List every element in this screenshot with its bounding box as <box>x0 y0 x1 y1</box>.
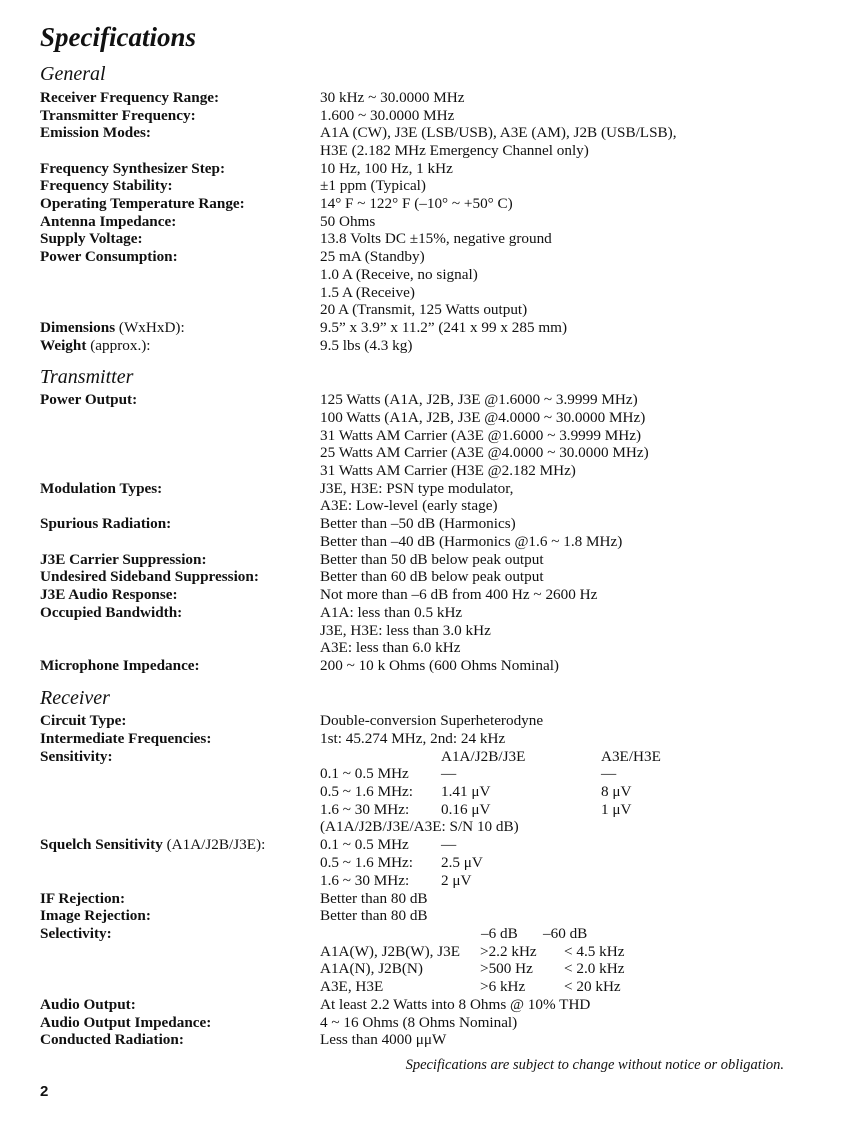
spec-value: 25 Watts AM Carrier (A3E @4.0000 ~ 30.0000 MHz) <box>320 444 649 461</box>
page-title: Specifications <box>40 22 196 52</box>
spec-label: Emission Modes: <box>40 124 151 141</box>
spec-value: Better than 60 dB below peak output <box>320 568 544 585</box>
spec-value: 100 Watts (A1A, J2B, J3E @4.0000 ~ 30.0000 MHz) <box>320 409 646 426</box>
spec-value: A1A: less than 0.5 kHz <box>320 604 463 621</box>
spec-value: ±1 ppm (Typical) <box>320 177 426 194</box>
spec-value: 31 Watts AM Carrier (H3E @2.182 MHz) <box>320 462 576 479</box>
spec-value: 1.600 ~ 30.0000 MHz <box>320 107 455 124</box>
section-heading-receiver: Receiver <box>40 687 110 709</box>
spec-label <box>40 337 151 355</box>
squelch-range: 1.6 ~ 30 MHz: <box>320 872 410 889</box>
spec-label: Audio Output: <box>40 996 136 1013</box>
spec-label-qualifier: (A1A/J2B/J3E): <box>162 836 266 853</box>
spec-label: Power Output: <box>40 391 138 408</box>
sensitivity-value: 0.16 μV <box>441 801 491 818</box>
selectivity-value: >2.2 kHz <box>480 943 537 960</box>
sensitivity-range: 0.1 ~ 0.5 MHz <box>320 765 409 782</box>
spec-value: 50 Ohms <box>320 213 376 230</box>
sensitivity-header: A3E/H3E <box>601 748 661 765</box>
spec-value: Better than –40 dB (Harmonics @1.6 ~ 1.8 MHz) <box>320 533 623 550</box>
spec-label: Receiver Frequency Range: <box>40 89 220 106</box>
spec-label: Microphone Impedance: <box>40 657 200 674</box>
spec-value: J3E, H3E: less than 3.0 kHz <box>320 622 491 639</box>
sensitivity-value: 1.41 μV <box>441 783 491 800</box>
spec-label: Frequency Stability: <box>40 177 173 194</box>
selectivity-mode: A1A(W), J2B(W), J3E <box>320 943 461 960</box>
spec-label: Selectivity: <box>40 925 112 942</box>
selectivity-value: < 4.5 kHz <box>564 943 625 960</box>
sensitivity-value: 1 μV <box>601 801 632 818</box>
spec-value: 1st: 45.274 MHz, 2nd: 24 kHz <box>320 730 506 747</box>
spec-value: A1A (CW), J3E (LSB/USB), A3E (AM), J2B (USB/LSB), <box>320 124 677 141</box>
spec-value: Better than 80 dB <box>320 890 428 907</box>
selectivity-mode: A1A(N), J2B(N) <box>320 960 423 977</box>
spec-value: 200 ~ 10 k Ohms (600 Ohms Nominal) <box>320 657 559 674</box>
spec-label: J3E Audio Response: <box>40 586 178 603</box>
spec-label: Intermediate Frequencies: <box>40 730 212 747</box>
spec-value: 20 A (Transmit, 125 Watts output) <box>320 301 528 318</box>
spec-value: J3E, H3E: PSN type modulator, <box>320 480 514 497</box>
selectivity-value: >6 kHz <box>480 978 526 995</box>
spec-label-main: Squelch Sensitivity <box>40 836 163 853</box>
spec-label: Audio Output Impedance: <box>40 1014 212 1031</box>
spec-label: Frequency Synthesizer Step: <box>40 160 226 177</box>
spec-label: Undesired Sideband Suppression: <box>40 568 259 585</box>
selectivity-mode: A3E, H3E <box>320 978 384 995</box>
spec-value: Better than 50 dB below peak output <box>320 551 544 568</box>
selectivity-value: < 2.0 kHz <box>564 960 625 977</box>
selectivity-header: –6 dB <box>481 925 518 942</box>
spec-value: 9.5 lbs (4.3 kg) <box>320 337 413 354</box>
squelch-range: 0.5 ~ 1.6 MHz: <box>320 854 414 871</box>
spec-value: Not more than –6 dB from 400 Hz ~ 2600 Hz <box>320 586 598 603</box>
squelch-value: — <box>441 836 457 853</box>
sensitivity-note: (A1A/J2B/J3E/A3E: S/N 10 dB) <box>320 818 519 835</box>
spec-value: 30 kHz ~ 30.0000 MHz <box>320 89 465 106</box>
spec-label: Power Consumption: <box>40 248 178 265</box>
sensitivity-range: 0.5 ~ 1.6 MHz: <box>320 783 414 800</box>
sensitivity-value: — <box>601 765 617 782</box>
spec-value: Better than –50 dB (Harmonics) <box>320 515 516 532</box>
spec-value: 1.0 A (Receive, no signal) <box>320 266 478 283</box>
spec-label-qualifier: (WxHxD): <box>115 319 185 336</box>
spec-label: IF Rejection: <box>40 890 126 907</box>
page-number: 2 <box>40 1083 49 1100</box>
spec-value: 125 Watts (A1A, J2B, J3E @1.6000 ~ 3.9999 MHz) <box>320 391 638 408</box>
sensitivity-value: — <box>441 765 457 782</box>
spec-value: H3E (2.182 MHz Emergency Channel only) <box>320 142 589 159</box>
squelch-value: 2 μV <box>441 872 472 889</box>
selectivity-value: < 20 kHz <box>564 978 621 995</box>
spec-value: 4 ~ 16 Ohms (8 Ohms Nominal) <box>320 1014 518 1031</box>
spec-value: Double-conversion Superheterodyne <box>320 712 544 729</box>
spec-label: Occupied Bandwidth: <box>40 604 183 621</box>
spec-value: 9.5” x 3.9” x 11.2” (241 x 99 x 285 mm) <box>320 319 568 336</box>
spec-label: Antenna Impedance: <box>40 213 177 230</box>
footnote: Specifications are subject to change without notice or obligation. <box>405 1057 784 1073</box>
spec-value: A3E: Low-level (early stage) <box>320 497 498 514</box>
spec-value: 14° F ~ 122° F (–10° ~ +50° C) <box>320 195 513 212</box>
section-heading-general: General <box>40 63 106 85</box>
spec-value: 1.5 A (Receive) <box>320 284 415 301</box>
spec-value: 25 mA (Standby) <box>320 248 425 265</box>
spec-label: Supply Voltage: <box>40 230 143 247</box>
sensitivity-range: 1.6 ~ 30 MHz: <box>320 801 410 818</box>
spec-label: Conducted Radiation: <box>40 1031 184 1048</box>
spec-label: Circuit Type: <box>40 712 127 729</box>
spec-value: At least 2.2 Watts into 8 Ohms @ 10% THD <box>320 996 591 1013</box>
spec-value: Less than 4000 μμW <box>320 1031 447 1048</box>
spec-value: 10 Hz, 100 Hz, 1 kHz <box>320 160 453 177</box>
spec-label: Spurious Radiation: <box>40 515 172 532</box>
section-heading-transmitter: Transmitter <box>40 366 134 388</box>
spec-label: Image Rejection: <box>40 907 151 924</box>
spec-label <box>40 319 185 337</box>
selectivity-header: –60 dB <box>543 925 588 942</box>
squelch-range: 0.1 ~ 0.5 MHz <box>320 836 409 853</box>
sensitivity-value: 8 μV <box>601 783 632 800</box>
spec-label-qualifier: (approx.): <box>86 337 151 354</box>
spec-label: J3E Carrier Suppression: <box>40 551 207 568</box>
spec-label: Operating Temperature Range: <box>40 195 245 212</box>
sensitivity-header: A1A/J2B/J3E <box>441 748 526 765</box>
spec-label: Transmitter Frequency: <box>40 107 196 124</box>
spec-label-main: Dimensions <box>40 319 116 336</box>
spec-label: Sensitivity: <box>40 748 113 765</box>
spec-label-main: Weight <box>40 337 87 354</box>
spec-label <box>40 836 265 854</box>
spec-value: A3E: less than 6.0 kHz <box>320 639 461 656</box>
spec-value: 31 Watts AM Carrier (A3E @1.6000 ~ 3.9999 MHz) <box>320 427 642 444</box>
spec-label: Modulation Types: <box>40 480 163 497</box>
squelch-value: 2.5 μV <box>441 854 483 871</box>
selectivity-value: >500 Hz <box>480 960 533 977</box>
spec-value: Better than 80 dB <box>320 907 428 924</box>
spec-value: 13.8 Volts DC ±15%, negative ground <box>320 230 552 247</box>
